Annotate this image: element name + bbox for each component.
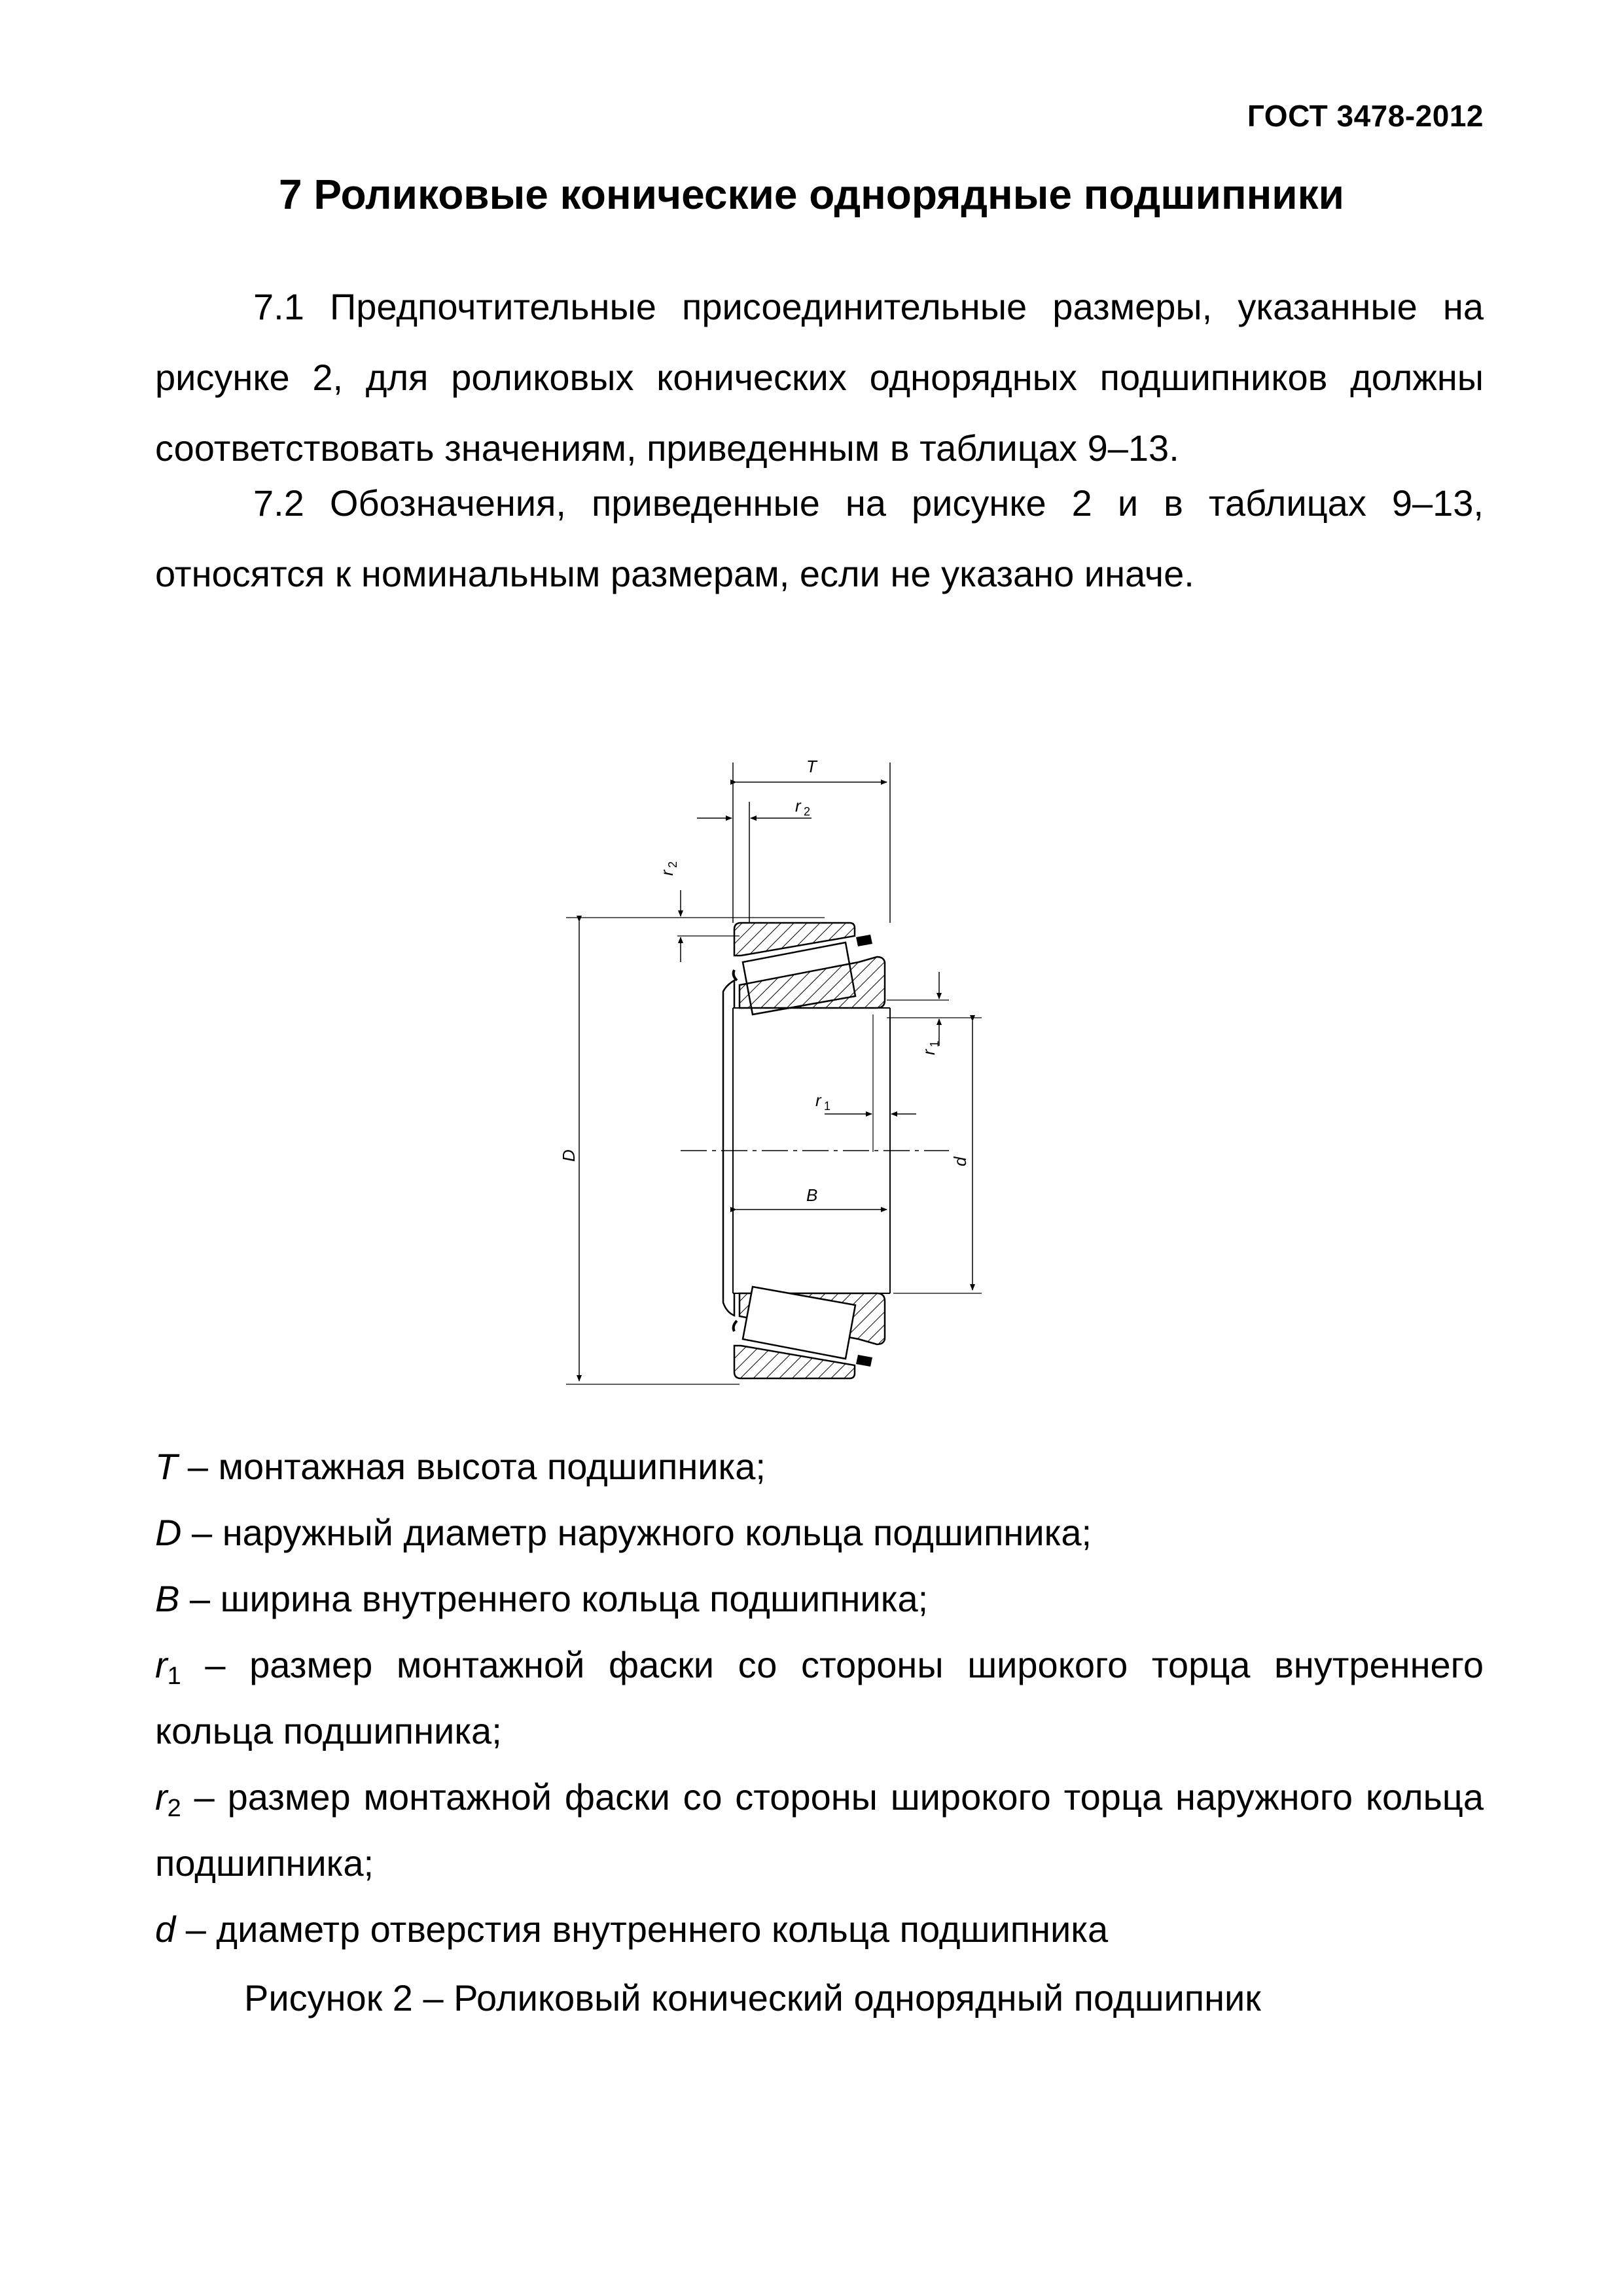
section-title: 7 Роликовые конические однорядные подшипники (279, 171, 1344, 218)
legend-item-r2 (155, 1764, 1484, 1896)
dimension-r1-horizontal (815, 1014, 916, 1152)
label-r1-mid: r (815, 1090, 821, 1110)
legend-item-r1 (155, 1632, 1484, 1764)
label-d-outer: D (559, 1149, 579, 1162)
label-r2-top: r (795, 796, 801, 816)
legend-text: – размер монтажной фаски со стороны широкого торца внутреннего кольца подшипника; (155, 1644, 1484, 1751)
inner-ring-bore (723, 980, 890, 1316)
legend-item-b (155, 1566, 1484, 1632)
label-r2-side-sub: 2 (666, 861, 679, 868)
dimension-r2-horizontal (697, 796, 812, 923)
legend-text: – диаметр отверстия внутреннего кольца подшипника (175, 1909, 1109, 1950)
label-r1-side: r (919, 1049, 938, 1055)
paragraph-7-2 (155, 468, 1484, 609)
legend-item-d-outer (155, 1499, 1484, 1566)
label-b: B (806, 1185, 818, 1205)
legend-item-d-bore (155, 1896, 1484, 1962)
label-d-bore: d (950, 1157, 970, 1166)
legend-item-t (155, 1433, 1484, 1499)
figure-legend (155, 1433, 1484, 1962)
legend-text: – ширина внутреннего кольца подшипника; (179, 1578, 929, 1619)
legend-symbol: D (155, 1512, 182, 1553)
legend-symbol: B (155, 1578, 180, 1619)
label-t: T (806, 757, 817, 776)
legend-subscript: 1 (167, 1662, 181, 1690)
legend-text: – размер монтажной фаски со стороны широкого торца наружного кольца подшипника; (155, 1776, 1484, 1884)
label-r2-top-sub: 2 (804, 805, 811, 818)
label-r2-side: r (657, 870, 677, 876)
dimension-t (733, 757, 890, 923)
paragraph-7-1 (155, 272, 1484, 484)
bearing-drawing (524, 726, 982, 1401)
paragraph-text: 7.1 Предпочтительные присоединительные размеры, указанные на рисунке 2, для роликовых конических однорядных подшипников должны соответствовать значениям, приведенным в таблицах 9–13. (155, 286, 1484, 469)
dimension-d-bore (893, 1021, 982, 1293)
label-r1-mid-sub: 1 (824, 1100, 831, 1113)
label-r1-side-sub: 1 (928, 1040, 941, 1047)
legend-text: – монтажная высота подшипника; (177, 1446, 766, 1487)
legend-text: – наружный диаметр наружного кольца подшипника; (181, 1512, 1092, 1553)
paragraph-text: 7.2 Обозначения, приведенные на рисунке 2 и в таблицах 9–13, относятся к номинальным размерам, если не указано иначе. (155, 482, 1484, 594)
legend-symbol: r (155, 1776, 168, 1818)
figure-caption: Рисунок 2 – Роликовый конический однорядный подшипник (244, 1977, 1261, 2018)
document-code: ГОСТ 3478-2012 (1247, 99, 1484, 133)
legend-symbol: d (155, 1909, 176, 1950)
dimension-b (736, 1185, 887, 1210)
legend-symbol: r (155, 1644, 168, 1685)
legend-subscript: 2 (167, 1795, 181, 1822)
bearing-drawing-svg (524, 726, 982, 1401)
dimension-r1-vertical (887, 972, 982, 1055)
legend-symbol: T (155, 1446, 178, 1487)
